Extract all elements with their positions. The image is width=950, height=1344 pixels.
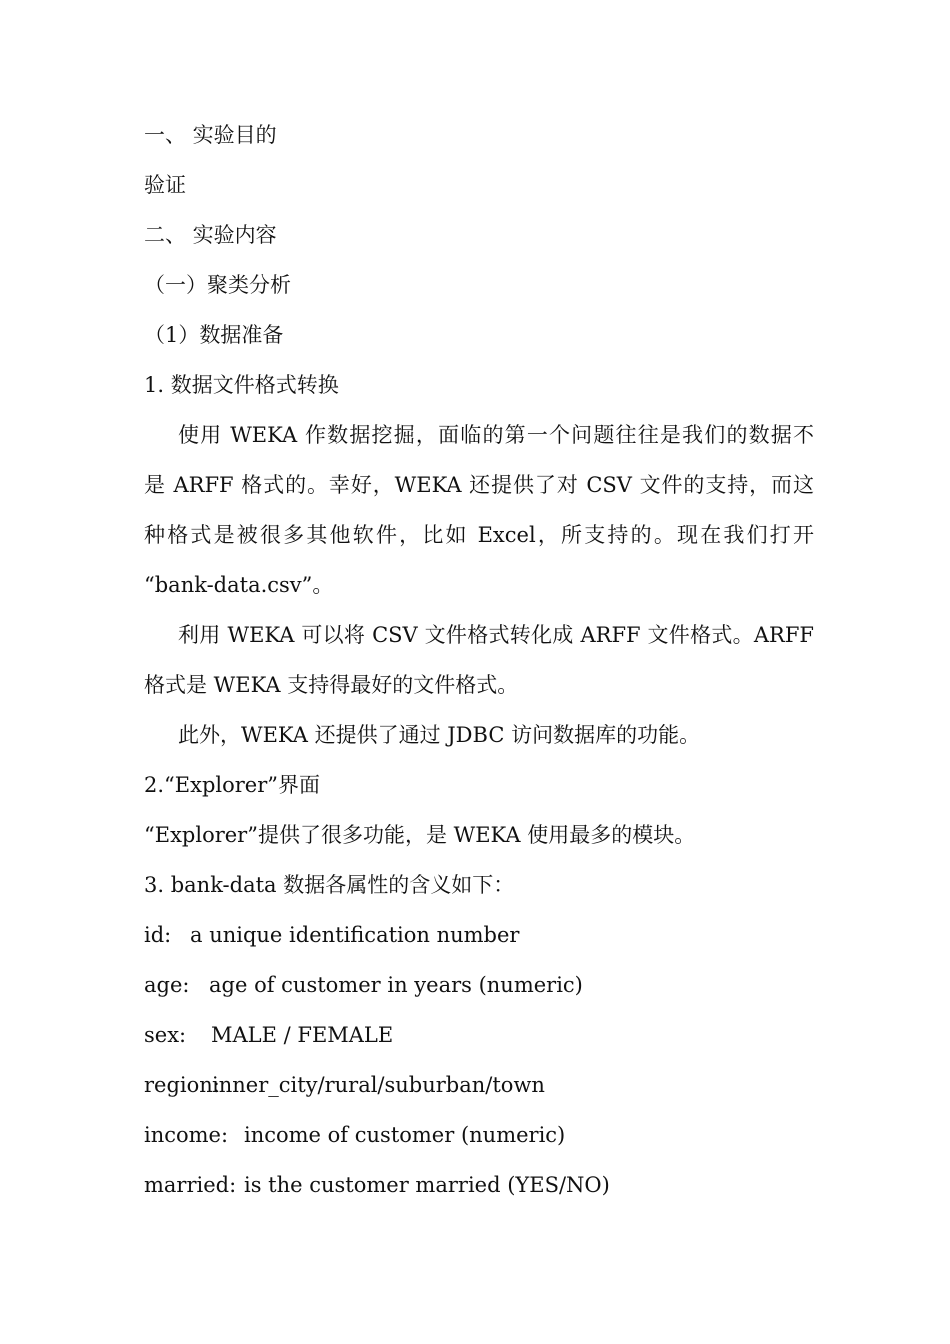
attribute-row: [144, 1020, 814, 1050]
heading-objective: 一、 实验目的: [144, 123, 277, 147]
attribute-row: [144, 1070, 814, 1100]
step-explorer: 2.“Explorer”界面: [144, 773, 320, 797]
attribute-name: married:: [144, 1173, 237, 1197]
attribute-row: [144, 1170, 814, 1200]
attribute-name: region:: [144, 1073, 220, 1097]
step-format-conversion: 1. 数据文件格式转换: [144, 373, 339, 397]
paragraph-line: 格式是 WEKA 支持得最好的文件格式。: [144, 673, 519, 697]
subheading-data-prep: （1）数据准备: [144, 323, 284, 347]
paragraph-line: 是 ARFF 格式的。幸好，WEKA 还提供了对 CSV 文件的支持，而这: [144, 473, 814, 497]
attribute-row: [144, 970, 814, 1000]
attribute-name: sex:: [144, 1023, 187, 1047]
objective-text: 验证: [144, 173, 186, 197]
paragraph-line: “bank-data.csv”。: [144, 573, 334, 597]
paragraph-line: 种格式是被很多其他软件，比如 Excel，所支持的。现在我们打开: [144, 523, 814, 547]
attribute-name: income:: [144, 1123, 229, 1147]
subheading-clustering: （一）聚类分析: [144, 273, 291, 297]
paragraph-jdbc: 此外，WEKA 还提供了通过 JDBC 访问数据库的功能。: [178, 723, 701, 747]
attribute-name: id:: [144, 923, 172, 947]
attribute-description: inner_city/rural/suburban/town: [212, 1073, 545, 1097]
paragraph-line: 利用 WEKA 可以将 CSV 文件格式转化成 ARFF 文件格式。ARFF: [178, 623, 814, 647]
attribute-description: income of customer (numeric): [244, 1123, 566, 1147]
explorer-description: “Explorer”提供了很多功能，是 WEKA 使用最多的模块。: [144, 823, 696, 847]
attribute-description: MALE / FEMALE: [211, 1023, 394, 1047]
attribute-name: age:: [144, 973, 190, 997]
paragraph-line: 使用 WEKA 作数据挖掘，面临的第一个问题往往是我们的数据不: [178, 423, 814, 447]
attribute-description: is the customer married (YES/NO): [244, 1173, 610, 1197]
attribute-row: [144, 920, 814, 950]
heading-content: 二、 实验内容: [144, 223, 277, 247]
attribute-description: a unique identification number: [190, 923, 520, 947]
attribute-row: [144, 1120, 814, 1150]
attribute-description: age of customer in years (numeric): [209, 973, 583, 997]
step-attributes: 3. bank-data 数据各属性的含义如下：: [144, 873, 515, 897]
